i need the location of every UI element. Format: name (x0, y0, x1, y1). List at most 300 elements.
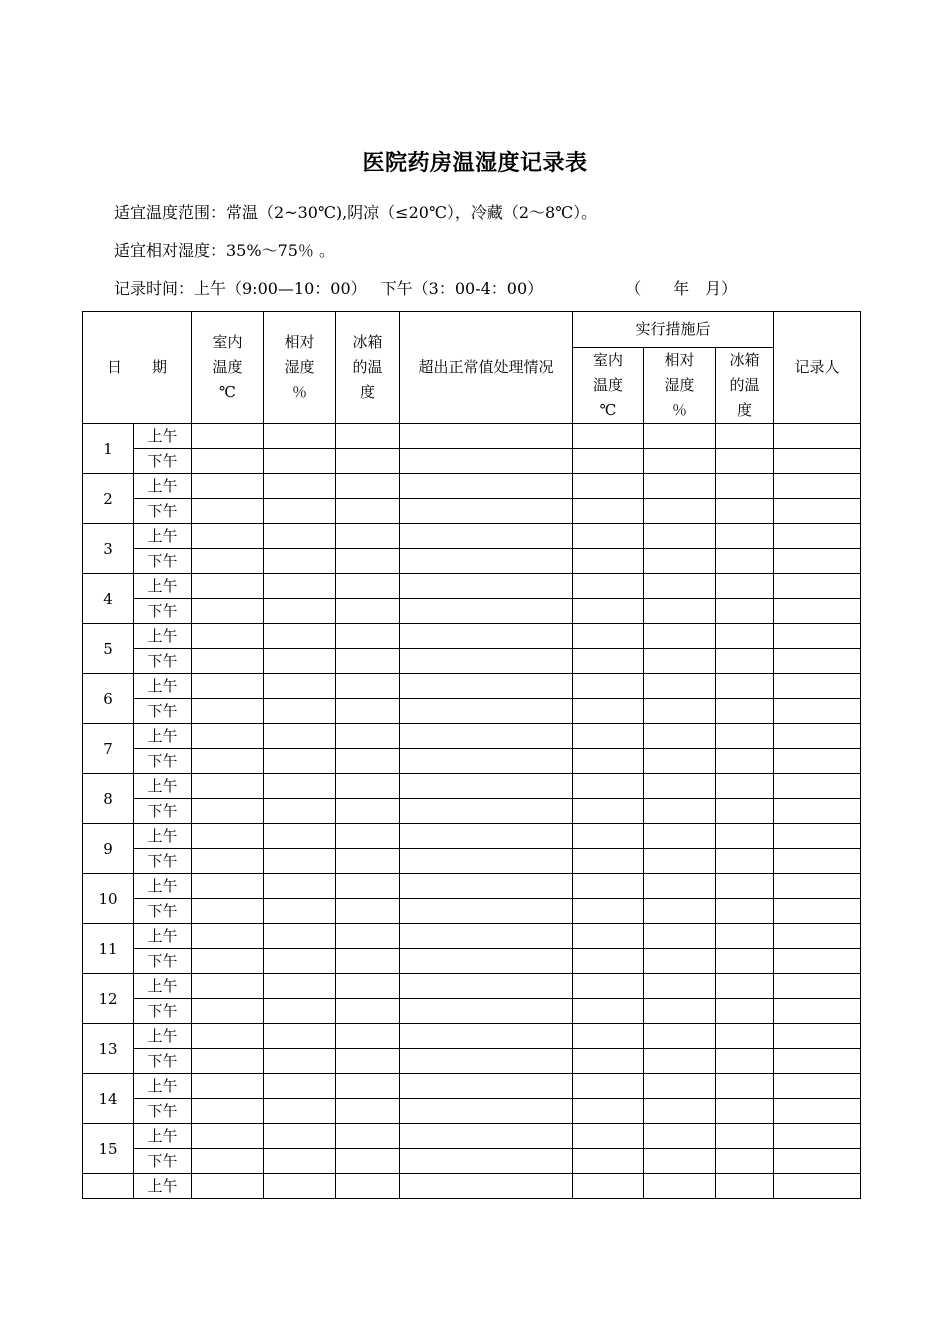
entry-cell[interactable] (400, 1024, 573, 1049)
entry-cell[interactable] (192, 674, 264, 699)
entry-cell[interactable] (400, 899, 573, 924)
entry-cell[interactable] (716, 424, 774, 449)
entry-cell[interactable] (264, 799, 336, 824)
entry-cell[interactable] (192, 724, 264, 749)
entry-cell[interactable] (716, 874, 774, 899)
entry-cell[interactable] (573, 874, 644, 899)
table-row (83, 749, 861, 774)
entry-cell[interactable] (644, 699, 716, 724)
entry-cell[interactable] (192, 1149, 264, 1174)
entry-cell[interactable] (644, 1124, 716, 1149)
entry-cell[interactable] (336, 949, 400, 974)
record-time-am: 记录时间：上午（9:00—10：00） (114, 279, 367, 298)
record-time-line (114, 276, 737, 299)
entry-cell[interactable] (573, 849, 644, 874)
entry-cell[interactable] (336, 1074, 400, 1099)
entry-cell[interactable] (336, 424, 400, 449)
entry-cell[interactable] (644, 624, 716, 649)
entry-cell[interactable] (774, 774, 861, 799)
entry-cell[interactable] (573, 724, 644, 749)
entry-cell[interactable] (774, 1099, 861, 1124)
entry-cell[interactable] (336, 724, 400, 749)
day-number: 8 (83, 774, 134, 824)
entry-cell[interactable] (716, 624, 774, 649)
entry-cell[interactable] (573, 1099, 644, 1124)
entry-cell[interactable] (573, 524, 644, 549)
entry-cell[interactable] (264, 1099, 336, 1124)
entry-cell[interactable] (192, 774, 264, 799)
entry-cell[interactable] (716, 1124, 774, 1149)
entry-cell[interactable] (716, 574, 774, 599)
pm-label: 下午 (134, 599, 192, 624)
pm-label: 下午 (134, 1149, 192, 1174)
entry-cell[interactable] (573, 699, 644, 724)
entry-cell[interactable] (573, 774, 644, 799)
entry-cell[interactable] (336, 849, 400, 874)
entry-cell[interactable] (774, 724, 861, 749)
entry-cell[interactable] (573, 624, 644, 649)
pm-label: 下午 (134, 699, 192, 724)
entry-cell[interactable] (264, 674, 336, 699)
entry-cell[interactable] (400, 749, 573, 774)
table-row (83, 1124, 861, 1149)
entry-cell[interactable] (192, 649, 264, 674)
entry-cell[interactable] (192, 1174, 264, 1199)
entry-cell[interactable] (336, 1124, 400, 1149)
entry-cell[interactable] (644, 724, 716, 749)
entry-cell[interactable] (192, 949, 264, 974)
day-number: 5 (83, 624, 134, 674)
entry-cell[interactable] (716, 924, 774, 949)
entry-cell[interactable] (400, 649, 573, 674)
entry-cell[interactable] (716, 899, 774, 924)
entry-cell[interactable] (192, 924, 264, 949)
entry-cell[interactable] (774, 1174, 861, 1199)
entry-cell[interactable] (716, 699, 774, 724)
day-number: 9 (83, 824, 134, 874)
entry-cell[interactable] (774, 624, 861, 649)
am-label: 上午 (134, 1074, 192, 1099)
table-row (83, 599, 861, 624)
entry-cell[interactable] (716, 1074, 774, 1099)
table-row (83, 899, 861, 924)
indoor-temp-header: 室内 温度 ℃ (192, 312, 264, 424)
entry-cell[interactable] (644, 874, 716, 899)
entry-cell[interactable] (336, 1099, 400, 1124)
entry-cell[interactable] (774, 899, 861, 924)
day-number: 13 (83, 1024, 134, 1074)
entry-cell[interactable] (573, 424, 644, 449)
entry-cell[interactable] (192, 449, 264, 474)
entry-cell[interactable] (716, 774, 774, 799)
entry-cell[interactable] (400, 849, 573, 874)
table-row (83, 474, 861, 499)
entry-cell[interactable] (573, 499, 644, 524)
entry-cell[interactable] (400, 774, 573, 799)
entry-cell[interactable] (400, 1149, 573, 1174)
entry-cell[interactable] (192, 699, 264, 724)
entry-cell[interactable] (716, 474, 774, 499)
entry-cell[interactable] (264, 474, 336, 499)
entry-cell[interactable] (400, 524, 573, 549)
entry-cell[interactable] (264, 1024, 336, 1049)
entry-cell[interactable] (573, 749, 644, 774)
entry-cell[interactable] (336, 999, 400, 1024)
entry-cell[interactable] (774, 599, 861, 624)
entry-cell[interactable] (573, 449, 644, 474)
table-row (83, 449, 861, 474)
entry-cell[interactable] (264, 849, 336, 874)
entry-cell[interactable] (400, 799, 573, 824)
entry-cell[interactable] (716, 749, 774, 774)
entry-cell[interactable] (400, 474, 573, 499)
entry-cell[interactable] (336, 674, 400, 699)
entry-cell[interactable] (716, 999, 774, 1024)
entry-cell[interactable] (400, 1049, 573, 1074)
entry-cell[interactable] (716, 524, 774, 549)
entry-cell[interactable] (264, 899, 336, 924)
entry-cell[interactable] (716, 1024, 774, 1049)
entry-cell[interactable] (336, 1024, 400, 1049)
entry-cell[interactable] (774, 549, 861, 574)
entry-cell[interactable] (336, 749, 400, 774)
table-row (83, 1174, 861, 1199)
am-label: 上午 (134, 1124, 192, 1149)
entry-cell[interactable] (400, 924, 573, 949)
entry-cell[interactable] (716, 724, 774, 749)
entry-cell[interactable] (336, 549, 400, 574)
entry-cell[interactable] (264, 999, 336, 1024)
entry-cell[interactable] (336, 474, 400, 499)
entry-cell[interactable] (336, 1149, 400, 1174)
entry-cell[interactable] (573, 1049, 644, 1074)
entry-cell[interactable] (774, 1074, 861, 1099)
am-label: 上午 (134, 874, 192, 899)
entry-cell[interactable] (644, 524, 716, 549)
entry-cell[interactable] (264, 1124, 336, 1149)
entry-cell[interactable] (573, 924, 644, 949)
entry-cell[interactable] (192, 1124, 264, 1149)
entry-cell[interactable] (192, 799, 264, 824)
entry-cell[interactable] (400, 424, 573, 449)
table-row (83, 874, 861, 899)
entry-cell[interactable] (774, 674, 861, 699)
entry-cell[interactable] (716, 599, 774, 624)
table-row (83, 949, 861, 974)
entry-cell[interactable] (716, 1174, 774, 1199)
entry-cell[interactable] (192, 624, 264, 649)
after-indoor-temp-header: 室内 温度 ℃ (573, 348, 644, 424)
entry-cell[interactable] (716, 649, 774, 674)
entry-cell[interactable] (774, 999, 861, 1024)
table-row (83, 724, 861, 749)
record-table (82, 311, 861, 1199)
entry-cell[interactable] (716, 974, 774, 999)
day-number: 1 (83, 424, 134, 474)
fridge-temp-header: 冰箱 的温 度 (336, 312, 400, 424)
entry-cell[interactable] (264, 499, 336, 524)
entry-cell[interactable] (264, 1174, 336, 1199)
entry-cell[interactable] (400, 599, 573, 624)
entry-cell[interactable] (336, 449, 400, 474)
entry-cell[interactable] (644, 824, 716, 849)
entry-cell[interactable] (573, 799, 644, 824)
entry-cell[interactable] (716, 549, 774, 574)
entry-cell[interactable] (264, 649, 336, 674)
entry-cell[interactable] (336, 599, 400, 624)
entry-cell[interactable] (774, 849, 861, 874)
entry-cell[interactable] (716, 499, 774, 524)
entry-cell[interactable] (264, 524, 336, 549)
entry-cell[interactable] (400, 674, 573, 699)
pm-label: 下午 (134, 549, 192, 574)
am-label: 上午 (134, 1174, 192, 1199)
am-label: 上午 (134, 424, 192, 449)
entry-cell[interactable] (774, 824, 861, 849)
entry-cell[interactable] (644, 849, 716, 874)
entry-cell[interactable] (264, 874, 336, 899)
entry-cell[interactable] (716, 799, 774, 824)
entry-cell[interactable] (644, 1149, 716, 1174)
entry-cell[interactable] (400, 549, 573, 574)
entry-cell[interactable] (400, 624, 573, 649)
entry-cell[interactable] (716, 1049, 774, 1074)
entry-cell[interactable] (716, 849, 774, 874)
entry-cell[interactable] (400, 1099, 573, 1124)
entry-cell[interactable] (264, 424, 336, 449)
entry-cell[interactable] (644, 1024, 716, 1049)
entry-cell[interactable] (192, 874, 264, 899)
entry-cell[interactable] (192, 549, 264, 574)
entry-cell[interactable] (716, 449, 774, 474)
table-row (83, 1074, 861, 1099)
entry-cell[interactable] (192, 474, 264, 499)
entry-cell[interactable] (573, 974, 644, 999)
entry-cell[interactable] (192, 749, 264, 774)
entry-cell[interactable] (573, 1149, 644, 1174)
entry-cell[interactable] (192, 1049, 264, 1074)
entry-cell[interactable] (400, 449, 573, 474)
entry-cell[interactable] (336, 1049, 400, 1074)
entry-cell[interactable] (644, 974, 716, 999)
entry-cell[interactable] (774, 1124, 861, 1149)
entry-cell[interactable] (774, 874, 861, 899)
entry-cell[interactable] (573, 1024, 644, 1049)
entry-cell[interactable] (192, 849, 264, 874)
entry-cell[interactable] (573, 824, 644, 849)
entry-cell[interactable] (400, 1124, 573, 1149)
pm-label: 下午 (134, 849, 192, 874)
entry-cell[interactable] (716, 674, 774, 699)
entry-cell[interactable] (774, 924, 861, 949)
entry-cell[interactable] (400, 699, 573, 724)
year-month-field: （ 年 月） (625, 279, 738, 298)
entry-cell[interactable] (644, 499, 716, 524)
entry-cell[interactable] (336, 924, 400, 949)
day-number: 4 (83, 574, 134, 624)
entry-cell[interactable] (716, 1149, 774, 1174)
entry-cell[interactable] (192, 499, 264, 524)
handling-header: 超出正常值处理情况 (400, 312, 573, 424)
entry-cell[interactable] (336, 524, 400, 549)
entry-cell[interactable] (336, 974, 400, 999)
pm-label: 下午 (134, 949, 192, 974)
entry-cell[interactable] (264, 1049, 336, 1074)
entry-cell[interactable] (400, 1174, 573, 1199)
table-row (83, 574, 861, 599)
entry-cell[interactable] (644, 449, 716, 474)
entry-cell[interactable] (644, 999, 716, 1024)
entry-cell[interactable] (192, 999, 264, 1024)
entry-cell[interactable] (192, 899, 264, 924)
pm-label: 下午 (134, 1049, 192, 1074)
entry-cell[interactable] (774, 424, 861, 449)
entry-cell[interactable] (644, 1099, 716, 1124)
entry-cell[interactable] (400, 574, 573, 599)
entry-cell[interactable] (644, 749, 716, 774)
entry-cell[interactable] (644, 674, 716, 699)
entry-cell[interactable] (264, 699, 336, 724)
day-number: 7 (83, 724, 134, 774)
entry-cell[interactable] (336, 574, 400, 599)
entry-cell[interactable] (264, 1074, 336, 1099)
entry-cell[interactable] (573, 599, 644, 624)
table-row (83, 499, 861, 524)
entry-cell[interactable] (264, 449, 336, 474)
entry-cell[interactable] (192, 524, 264, 549)
entry-cell[interactable] (336, 824, 400, 849)
entry-cell[interactable] (644, 799, 716, 824)
entry-cell[interactable] (264, 549, 336, 574)
after-fridge-temp-header: 冰箱 的温 度 (716, 348, 774, 424)
entry-cell[interactable] (336, 1174, 400, 1199)
entry-cell[interactable] (774, 699, 861, 724)
entry-cell[interactable] (774, 649, 861, 674)
entry-cell[interactable] (336, 874, 400, 899)
entry-cell[interactable] (192, 974, 264, 999)
day-number: 11 (83, 924, 134, 974)
entry-cell[interactable] (400, 1074, 573, 1099)
entry-cell[interactable] (774, 474, 861, 499)
entry-cell[interactable] (573, 899, 644, 924)
entry-cell[interactable] (264, 624, 336, 649)
entry-cell[interactable] (400, 824, 573, 849)
entry-cell[interactable] (644, 1049, 716, 1074)
entry-cell[interactable] (573, 549, 644, 574)
entry-cell[interactable] (192, 574, 264, 599)
entry-cell[interactable] (573, 1174, 644, 1199)
entry-cell[interactable] (400, 949, 573, 974)
recorder-header: 记录人 (774, 312, 861, 424)
entry-cell[interactable] (644, 949, 716, 974)
entry-cell[interactable] (400, 499, 573, 524)
entry-cell[interactable] (264, 574, 336, 599)
am-label: 上午 (134, 524, 192, 549)
entry-cell[interactable] (264, 924, 336, 949)
day-number: 14 (83, 1074, 134, 1124)
entry-cell[interactable] (716, 949, 774, 974)
entry-cell[interactable] (573, 674, 644, 699)
entry-cell[interactable] (192, 1074, 264, 1099)
entry-cell[interactable] (192, 824, 264, 849)
entry-cell[interactable] (573, 1124, 644, 1149)
entry-cell[interactable] (336, 699, 400, 724)
entry-cell[interactable] (400, 874, 573, 899)
entry-cell[interactable] (573, 474, 644, 499)
entry-cell[interactable] (774, 974, 861, 999)
entry-cell[interactable] (336, 649, 400, 674)
entry-cell[interactable] (774, 499, 861, 524)
pm-label: 下午 (134, 1099, 192, 1124)
entry-cell[interactable] (774, 949, 861, 974)
entry-cell[interactable] (264, 949, 336, 974)
entry-cell[interactable] (774, 799, 861, 824)
entry-cell[interactable] (644, 474, 716, 499)
entry-cell[interactable] (644, 574, 716, 599)
am-label: 上午 (134, 624, 192, 649)
entry-cell[interactable] (774, 524, 861, 549)
entry-cell[interactable] (264, 1149, 336, 1174)
entry-cell[interactable] (774, 449, 861, 474)
entry-cell[interactable] (573, 999, 644, 1024)
entry-cell[interactable] (573, 574, 644, 599)
entry-cell[interactable] (774, 749, 861, 774)
am-label: 上午 (134, 1024, 192, 1049)
entry-cell[interactable] (400, 974, 573, 999)
entry-cell[interactable] (400, 724, 573, 749)
entry-cell[interactable] (192, 424, 264, 449)
entry-cell[interactable] (264, 599, 336, 624)
entry-cell[interactable] (192, 1024, 264, 1049)
entry-cell[interactable] (644, 899, 716, 924)
entry-cell[interactable] (644, 1174, 716, 1199)
entry-cell[interactable] (644, 549, 716, 574)
entry-cell[interactable] (774, 574, 861, 599)
entry-cell[interactable] (716, 824, 774, 849)
entry-cell[interactable] (573, 1074, 644, 1099)
entry-cell[interactable] (336, 799, 400, 824)
am-label: 上午 (134, 924, 192, 949)
temperature-range-text: 适宜温度范围：常温（2~30℃),阴凉（≤20℃），冷藏（2～8℃）。 (114, 203, 598, 222)
entry-cell[interactable] (336, 899, 400, 924)
entry-cell[interactable] (644, 924, 716, 949)
entry-cell[interactable] (644, 424, 716, 449)
entry-cell[interactable] (264, 774, 336, 799)
day-number: 10 (83, 874, 134, 924)
entry-cell[interactable] (774, 1049, 861, 1074)
entry-cell[interactable] (573, 949, 644, 974)
entry-cell[interactable] (336, 499, 400, 524)
entry-cell[interactable] (644, 649, 716, 674)
entry-cell[interactable] (716, 1099, 774, 1124)
table-row (83, 849, 861, 874)
entry-cell[interactable] (644, 774, 716, 799)
entry-cell[interactable] (192, 1099, 264, 1124)
entry-cell[interactable] (644, 1074, 716, 1099)
entry-cell[interactable] (774, 1149, 861, 1174)
entry-cell[interactable] (644, 599, 716, 624)
entry-cell[interactable] (400, 999, 573, 1024)
entry-cell[interactable] (336, 624, 400, 649)
entry-cell[interactable] (264, 724, 336, 749)
entry-cell[interactable] (774, 1024, 861, 1049)
entry-cell[interactable] (573, 649, 644, 674)
entry-cell[interactable] (264, 974, 336, 999)
entry-cell[interactable] (192, 599, 264, 624)
entry-cell[interactable] (336, 774, 400, 799)
entry-cell[interactable] (264, 749, 336, 774)
entry-cell[interactable] (264, 824, 336, 849)
